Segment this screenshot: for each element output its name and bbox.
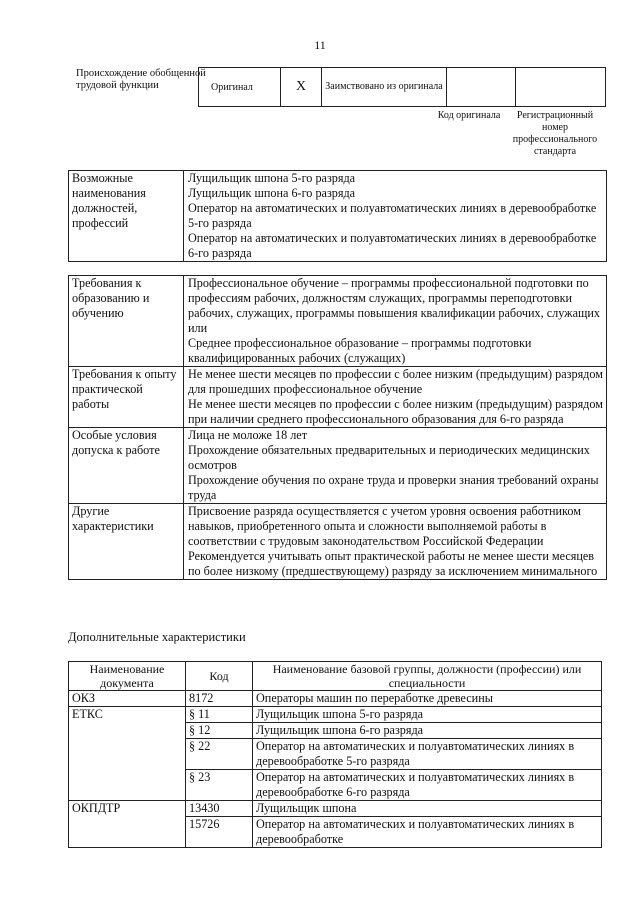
education-label: Требования к образованию и обучению (69, 276, 184, 367)
name-cell: Оператор на автоматических и полуавтоматических линиях в деревообработке 5-го разряда (253, 739, 602, 770)
doc-cell: ЕТКС (69, 707, 186, 801)
name-cell: Оператор на автоматических и полуавтоматических линиях в деревообработке 6-го разряда (253, 770, 602, 801)
code-cell: 15726 (186, 817, 253, 848)
other-line: Рекомендуется учитывать опыт практической работы не менее шести месяцев по более низкому (предшествующему) разряду за исключением минимального (188, 549, 598, 578)
extra-table (68, 661, 602, 848)
other-line: Присвоение разряда осуществляется с учетом уровня освоения работником навыков, приобретенного опыта и сложности выполняемой работы в соответствии с трудовым законодательством Российской Федерации (188, 504, 581, 548)
original-mark: X (281, 68, 322, 107)
position-item: Лущильщик шпона 5-го разряда (188, 171, 356, 185)
admission-line: Лица не моложе 18 лет (188, 428, 308, 442)
doc-cell: ОКЗ (69, 691, 186, 707)
reg-caption: Регистрационный номер профессионального стандарта (512, 110, 598, 157)
table-row (69, 707, 602, 723)
code-cell: § 11 (186, 707, 253, 723)
borrowed-label: Заимствовано из оригинала (322, 68, 447, 107)
code-cell: § 12 (186, 723, 253, 739)
original-label: Оригинал (199, 68, 281, 107)
col-code-header: Код (186, 662, 253, 691)
position-item: Лущильщик шпона 6-го разряда (188, 186, 356, 200)
code-cell: § 23 (186, 770, 253, 801)
name-cell: Лущильщик шпона 5-го разряда (253, 707, 602, 723)
col-name-header: Наименование базовой группы, должности (профессии) или специальности (253, 662, 602, 691)
original-code-cell (447, 68, 516, 107)
education-line: Среднее профессиональное образование – программы подготовки квалифицированных рабочих (служащих) (188, 336, 532, 365)
name-cell: Лущильщик шпона 6-го разряда (253, 723, 602, 739)
origin-label: Происхождение обобщенной трудовой функции (76, 68, 206, 91)
registration-number-cell (516, 68, 606, 107)
col-doc-header: Наименование документа (69, 662, 186, 691)
requirements-table (68, 275, 607, 580)
name-cell: Оператор на автоматических и полуавтоматических линиях в деревообработке (253, 817, 602, 848)
name-cell: Лущильщик шпона (253, 801, 602, 817)
education-line: или (188, 321, 208, 335)
table-row (69, 691, 602, 707)
experience-line: Не менее шести месяцев по профессии с более низким (предыдущим) разрядом для прошедших профессиональное обучение (188, 367, 603, 396)
admission-line: Прохождение обучения по охране труда и проверки знания требований охраны труда (188, 473, 599, 502)
code-caption: Код оригинала (437, 110, 501, 121)
experience-label: Требования к опыту практической работы (69, 367, 184, 428)
positions-table (68, 170, 607, 262)
code-cell: § 22 (186, 739, 253, 770)
education-line: Профессиональное обучение – программы профессиональной подготовки по профессиям рабочих, должностям служащих, программы переподготовки рабочих, служащих, программы повышения квалификации рабочих, служащих (188, 276, 600, 320)
table-row (69, 801, 602, 817)
position-item: Оператор на автоматических и полуавтоматических линиях в деревообработке 5-го разряда (188, 201, 597, 230)
other-label: Другие характеристики (69, 504, 184, 580)
doc-cell: ОКПДТР (69, 801, 186, 848)
extra-heading: Дополнительные характеристики (68, 630, 246, 644)
code-cell: 13430 (186, 801, 253, 817)
code-cell: 8172 (186, 691, 253, 707)
page-number: 11 (314, 38, 326, 52)
origin-table (198, 67, 606, 107)
name-cell: Операторы машин по переработке древесины (253, 691, 602, 707)
position-item: Оператор на автоматических и полуавтоматических линиях в деревообработке 6-го разряда (188, 231, 597, 260)
admission-line: Прохождение обязательных предварительных и периодических медицинских осмотров (188, 443, 590, 472)
positions-label: Возможные наименования должностей, профессий (69, 171, 184, 262)
experience-line: Не менее шести месяцев по профессии с более низким (предыдущим) разрядом при наличии среднего профессионального образования для 6-го разряда (188, 397, 603, 426)
admission-label: Особые условия допуска к работе (69, 428, 184, 504)
